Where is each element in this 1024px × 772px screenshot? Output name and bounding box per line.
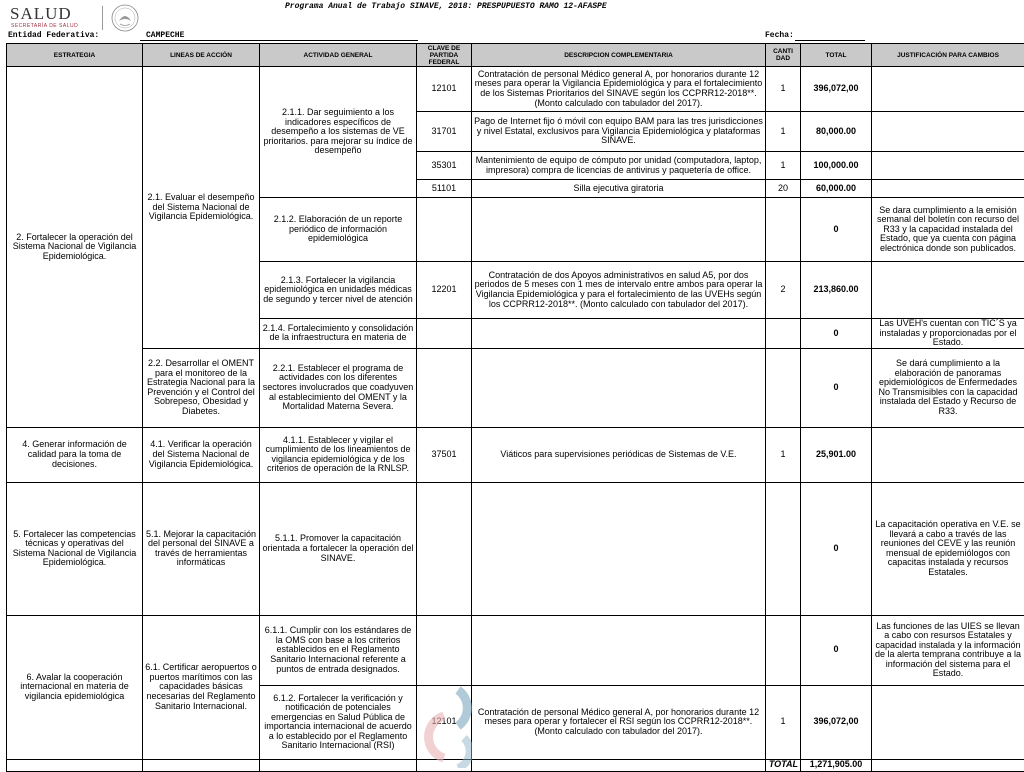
- justificacion-cell: Se dara cumplimiento a la emisión semanal del boletín con recurso del R33 y la capacidad instalada del Estado, que ya cuenta con página electrónica donde son publicados.: [872, 198, 1024, 262]
- actividad-2-1-2: 2.1.2. Elaboración de un reporte periódico de información epidemiológica: [260, 198, 417, 262]
- clave-cell: [417, 319, 472, 349]
- cantidad-cell: [766, 615, 801, 685]
- page-title: Programa Anual de Trabajo SINAVE, 2018: PRESPUPUESTO RAMO 12-AFASPE: [285, 2, 607, 11]
- total-cell: 60,000.00: [801, 180, 872, 198]
- justificacion-cell: Las funciones de las UIES se llevan a cabo con resursos Estatales y capacidad instalada y la información de la alerta temprana contribuye a la información del sistema para el Estado.: [872, 615, 1024, 685]
- clave-cell: 51101: [417, 180, 472, 198]
- fecha-underline: [795, 40, 865, 41]
- justificacion-cell: Se dará cumplimiento a la elaboración de panoramas epidemiológicos de Enfermedades No Transmisibles con la capacidad instalada del Estado y Recurso de R33.: [872, 348, 1024, 427]
- justificacion-cell: [872, 180, 1024, 198]
- logo-divider: [102, 6, 103, 30]
- clave-cell: [417, 198, 472, 262]
- justificacion-cell: Las UVEH's cuentan con TIC´S ya instaladas y proporcionadas por el Estado.: [872, 319, 1024, 349]
- descripcion-cell: [472, 198, 766, 262]
- cantidad-cell: [766, 198, 801, 262]
- logo-subtext: SECRETARÍA DE SALUD: [11, 23, 78, 29]
- actividad-6-1-1: 6.1.1. Cumplir con los estándares de la OMS con base a los criterios establecidos en el Reglamento Sanitario Internacional referente a puntos de entrada designados.: [260, 615, 417, 685]
- cantidad-cell: [766, 348, 801, 427]
- clave-cell: [417, 348, 472, 427]
- cantidad-cell: 20: [766, 180, 801, 198]
- cantidad-cell: 1: [766, 112, 801, 152]
- justificacion-cell: [872, 427, 1024, 482]
- col-header-descripcion: DESCRIPCION COMPLEMENTARIA: [472, 44, 766, 67]
- col-header-cantidad: CANTI DAD: [766, 44, 801, 67]
- linea-4-1: 4.1. Verificar la operación del Sistema Nacional de Vigilancia Epidemiológica.: [143, 427, 260, 482]
- grand-total: 1,271,905.00: [801, 759, 872, 771]
- col-header-lineas: LINEAS DE ACCIÓN: [143, 44, 260, 67]
- total-cell: 25,901.00: [801, 427, 872, 482]
- total-cell: 0: [801, 198, 872, 262]
- table-header-row: [7, 44, 1024, 67]
- clave-cell: 31701: [417, 112, 472, 152]
- linea-5-1: 5.1. Mejorar la capacitación del personal del SINAVE a través de herramientas informáticas: [143, 482, 260, 615]
- actividad-2-1-3: 2.1.3. Fortalecer la vigilancia epidemiológica en unidades médicas de segundo y tercer nivel de atención: [260, 262, 417, 319]
- descripcion-cell: [472, 482, 766, 615]
- col-header-total: TOTAL: [801, 44, 872, 67]
- table-row: [7, 615, 1024, 685]
- total-row: [7, 759, 1024, 771]
- clave-cell: 12101: [417, 685, 472, 759]
- total-cell: 0: [801, 348, 872, 427]
- budget-table: [6, 43, 1024, 772]
- cantidad-cell: [766, 319, 801, 349]
- descripcion-cell: Silla ejecutiva giratoria: [472, 180, 766, 198]
- table-row: [7, 67, 1024, 112]
- justificacion-cell: [872, 262, 1024, 319]
- cantidad-cell: 2: [766, 262, 801, 319]
- total-cell: 396,072,00: [801, 685, 872, 759]
- total-cell: 100,000.00: [801, 152, 872, 180]
- linea-6-1: 6.1. Certificar aeropuertos o puertos marítimos con las capacidades básicas necesarias del Reglamento Sanitario Internacional.: [143, 615, 260, 759]
- descripcion-cell: Viáticos para supervisiones periódicas de Sistemas de V.E.: [472, 427, 766, 482]
- fecha-label: Fecha:: [765, 31, 794, 40]
- estrategia-6: 6. Avalar la cooperación internacional en materia de vigilancia epidemiológica: [7, 615, 143, 759]
- justificacion-cell: [872, 152, 1024, 180]
- table-row: [7, 482, 1024, 615]
- linea-2-1: 2.1. Evaluar el desempeño del Sistema Nacional de Vigilancia Epidemiológica.: [143, 67, 260, 349]
- clave-cell: [417, 482, 472, 615]
- linea-2-2: 2.2. Desarrollar el OMENT para el monitoreo de la Estrategia Nacional para la Prevención y el Control del Sobrepeso, Obesidad y Diabetes.: [143, 348, 260, 427]
- descripcion-cell: [472, 348, 766, 427]
- clave-cell: 12101: [417, 67, 472, 112]
- descripcion-cell: Pago de Internet fijo ó móvil con equipo BAM para las tres jurisdicciones y nivel Estatal, exclusivos para Vigilancia Epidemiológica y plataformas SINAVE.: [472, 112, 766, 152]
- clave-cell: 12201: [417, 262, 472, 319]
- descripcion-cell: Contratación de dos Apoyos administrativos en salud A5, por dos periodos de 5 meses con 1 mes de intervalo entre ambos para operar la Vigilancia Epidemiológica y para el fortalecimiento de las UVEHs según los CCPRR12-2018**. (Monto calculado con tabulador del 2017).: [472, 262, 766, 319]
- table-row: [7, 427, 1024, 482]
- logo-text: SALUD: [10, 4, 72, 24]
- clave-cell: 37501: [417, 427, 472, 482]
- estrategia-4: 4. Generar información de calidad para la toma de decisiones.: [7, 427, 143, 482]
- entidad-label: Entidad Federativa:: [8, 31, 99, 40]
- total-cell: 0: [801, 615, 872, 685]
- watermark-decoration-icon: [418, 686, 472, 768]
- total-cell: 0: [801, 319, 872, 349]
- salud-logo: [10, 2, 145, 32]
- actividad-2-1-1: 2.1.1. Dar seguimiento a los indicadores específicos de desempeño a los sistemas de VE prioritarios. para mejorar su índice de desempeño: [260, 67, 417, 198]
- total-label: TOTAL: [766, 759, 801, 771]
- estrategia-5: 5. Fortalecer las competencias técnicas y operativas del Sistema Nacional de Vigilancia Epidemiológica.: [7, 482, 143, 615]
- cantidad-cell: 1: [766, 685, 801, 759]
- col-header-actividad: ACTIVIDAD GENERAL: [260, 44, 417, 67]
- entidad-underline: [140, 40, 418, 41]
- entidad-value: CAMPECHE: [146, 31, 184, 40]
- col-header-estrategia: ESTRATEGIA: [7, 44, 143, 67]
- actividad-2-1-4: 2.1.4. Fortalecimiento y consolidación de la infraestructura en materia de: [260, 319, 417, 349]
- descripcion-cell: Mantenimiento de equipo de cómputo por unidad (computadora, laptop, impresora) compra de licencias de antivirus y paquetería de office.: [472, 152, 766, 180]
- total-cell: 396,072,00: [801, 67, 872, 112]
- cantidad-cell: [766, 482, 801, 615]
- clave-cell: [417, 615, 472, 685]
- descripcion-cell: Contratación de personal Médico general A, por honorarios durante 12 meses para operar y fortalecer el RSI según los CCPRR12-2018**. (Monto calculado con tabulador del 2017).: [472, 685, 766, 759]
- col-header-justificacion: JUSTIFICACIÓN PARA CAMBIOS: [872, 44, 1024, 67]
- justificacion-cell: La capacitación operativa en V.E. se llevará a cabo a través de las reuniones del CEVE y las reunión mensual de epidemiólogos con capacitas instalada y recursos Estatales.: [872, 482, 1024, 615]
- estrategia-2: 2. Fortalecer la operación del Sistema Nacional de Vigilancia Epidemiológica.: [7, 67, 143, 428]
- actividad-2-2-1: 2.2.1. Establecer el programa de actividades con los diferentes sectores involucrados que coadyuven al establecimiento del OMENT y la Mortalidad Materna Severa.: [260, 348, 417, 427]
- col-header-clave: CLAVE DE PARTIDA FEDERAL: [417, 44, 472, 67]
- mexico-seal-icon: [110, 3, 140, 33]
- actividad-6-1-2: 6.1.2. Fortalecer la verificación y notificación de potenciales emergencias en Salud Pública de importancia internacional de acuerdo a lo establecido por el Reglamento Sanitario Internacional (RSI): [260, 685, 417, 759]
- justificacion-cell: [872, 67, 1024, 112]
- total-cell: 0: [801, 482, 872, 615]
- cantidad-cell: 1: [766, 67, 801, 112]
- cantidad-cell: 1: [766, 427, 801, 482]
- table-row: [7, 348, 1024, 427]
- justificacion-cell: [872, 685, 1024, 759]
- descripcion-cell: Contratación de personal Médico general A, por honorarios durante 12 meses para operar la Vigilancia Epidemiológica y para el fortalecimiento de los Sistemas Prioritarios del SINAVE según los CCPRR12-2018**. (Monto calculado con tabulador del 2017).: [472, 67, 766, 112]
- actividad-4-1-1: 4.1.1. Establecer y vigilar el cumplimiento de los lineamientos de vigilancia epidemiológica y de los criterios de operación de la RNLSP.: [260, 427, 417, 482]
- descripcion-cell: [472, 319, 766, 349]
- total-cell: 80,000.00: [801, 112, 872, 152]
- clave-cell: 35301: [417, 152, 472, 180]
- actividad-5-1-1: 5.1.1. Promover la capacitación orientada a fortalecer la operación del SINAVE.: [260, 482, 417, 615]
- total-cell: 213,860.00: [801, 262, 872, 319]
- descripcion-cell: [472, 615, 766, 685]
- cantidad-cell: 1: [766, 152, 801, 180]
- justificacion-cell: [872, 112, 1024, 152]
